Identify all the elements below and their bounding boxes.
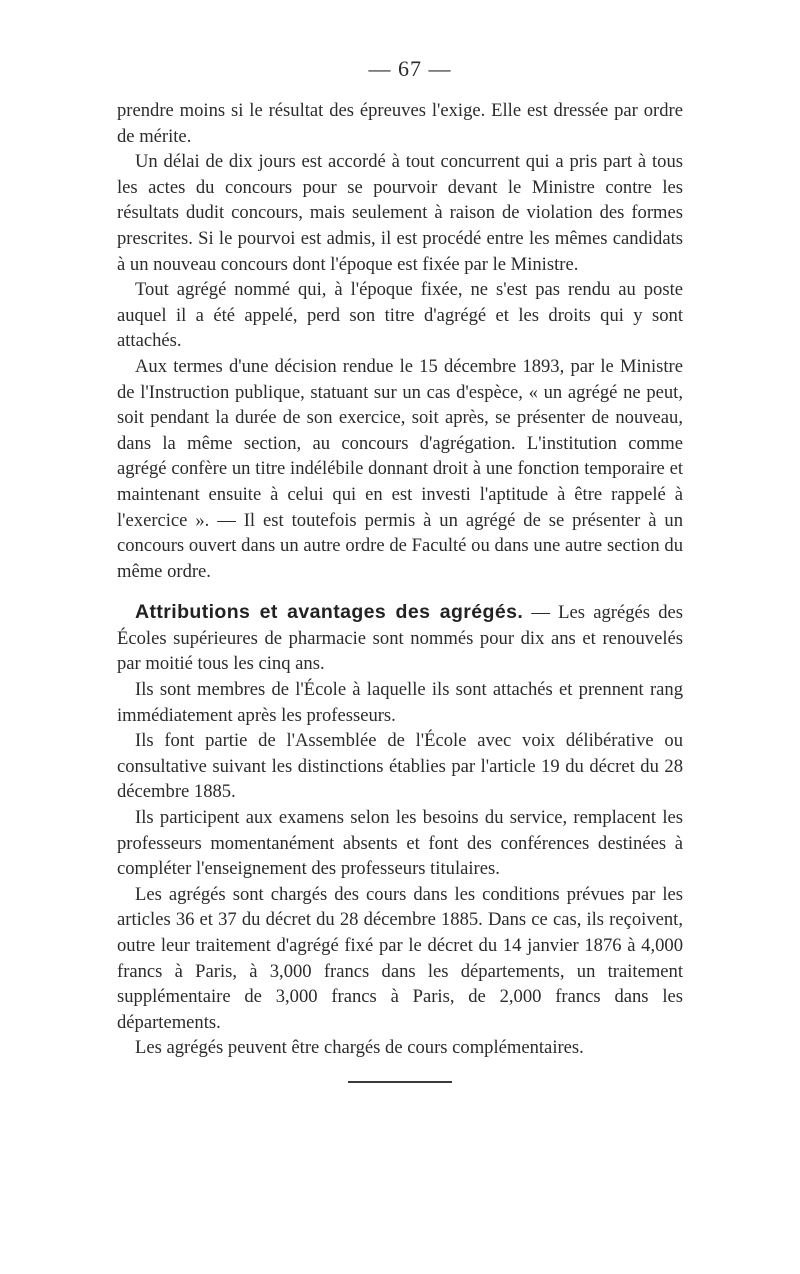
end-rule-divider — [348, 1081, 452, 1083]
section-paragraph — [117, 600, 683, 677]
paragraph-examinations: Ils participent aux examens selon les besoins du service, remplacent les professeurs momentanément absents et font des conférences destinées à compléter l'enseignement des professeurs titulaires. — [117, 807, 683, 880]
page-number: — 67 — — [368, 56, 452, 81]
paragraph-complementary-courses: Les agrégés peuvent être chargés de cours complémentaires. — [135, 1037, 584, 1059]
page — [117, 56, 683, 1083]
paragraph-membership: Ils sont membres de l'École à laquelle ils sont attachés et prennent rang immédiatement après les professeurs. — [117, 679, 683, 726]
paragraph-continued: prendre moins si le résultat des épreuves l'exige. Elle est dressée par ordre de mérite. — [117, 100, 683, 147]
paragraph-assembly: Ils font partie de l'Assemblée de l'École avec voix délibérative ou consultative suivant les distinctions établies par l'article 19 du décret du 28 décembre 1885. — [117, 730, 683, 803]
section-spacer — [117, 584, 683, 600]
paragraph-courses-salary: Les agrégés sont chargés des cours dans les conditions prévues par les articles 36 et 37 du décret du 28 décembre 1885. Dans ce cas, ils reçoivent, outre leur traitement d'agrégé fixé par le décret du 14 janvier 1876 à 4,000 francs à Paris, à 3,000 francs dans les départements, un traitement supplémentaire de 3,000 francs à Paris, de 2,000 francs dans les départements. — [117, 883, 683, 1033]
section-heading-text: — Les agrégés des Écoles supérieures de pharmacie sont nommés pour dix ans et renouvelés par moitié tous les cinq ans. — [117, 602, 683, 675]
paragraph-title-loss: Tout agrégé nommé qui, à l'époque fixée, ne s'est pas rendu au poste auquel il a été appelé, perd son titre d'agrégé et les droits qui y sont attachés. — [117, 279, 683, 352]
paragraph-ministerial-decision: Aux termes d'une décision rendue le 15 décembre 1893, par le Ministre de l'Instruction publique, statuant sur un cas d'espèce, « un agrégé ne peut, soit pendant la durée de son exercice, soit après, se présenter de nouveau, dans la même section, au concours d'agrégation. L'institution comme agrégé confère un titre indélébile donnant droit à une fonction temporaire et maintenant ensuite à celui qui en est investi l'aptitude à être rappelé à l'exercice ». — Il est toutefois permis à un agrégé de se présenter à un concours ouvert dans un autre ordre de Faculté ou dans une autre section du même ordre. — [117, 355, 683, 582]
section-heading: Attributions et avantages des agrégés. — [135, 601, 524, 624]
paragraph-appeal-delay: Un délai de dix jours est accordé à tout concurrent qui a pris part à tous les actes du concours pour se pourvoir devant le Ministre contre les résultats dudit concours, mais seulement à raison de violation des formes prescrites. Si le pourvoi est admis, il est procédé entre les mêmes candidats à un nouveau concours dont l'époque est fixée par le Ministre. — [117, 151, 683, 275]
